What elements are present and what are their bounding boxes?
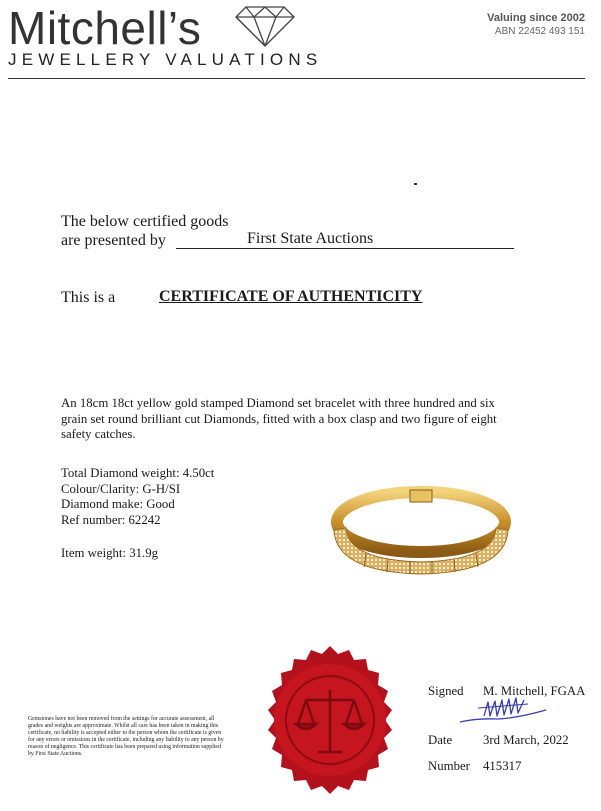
colour-clarity: Colour/Clarity: G-H/SI [61, 481, 181, 496]
brand-name: Mitchell’s [8, 2, 202, 54]
certificate-title: CERTIFICATE OF AUTHENTICITY [159, 288, 423, 305]
signed-value: M. Mitchell, FGAA [483, 684, 586, 698]
presenter-name: First State Auctions [247, 230, 374, 247]
stray-mark [414, 183, 417, 185]
brand-subtitle: JEWELLERY VALUATIONS [8, 50, 323, 69]
scales-of-justice-icon [268, 646, 392, 794]
diamond-weight: Total Diamond weight: 4.50ct [61, 466, 215, 480]
diamond-make: Diamond make: Good [61, 497, 175, 511]
ref-number: Ref number: 62242 [61, 512, 161, 527]
date-value: 3rd March, 2022 [483, 733, 569, 747]
certificate-prefix: This is a [61, 289, 116, 306]
header-divider [8, 78, 585, 79]
diamond-icon [232, 4, 298, 48]
signed-label: Signed [428, 684, 464, 698]
intro-line-2: are presented by [61, 232, 166, 249]
certificate-number: 415317 [483, 759, 522, 773]
wax-seal [250, 640, 410, 800]
handwritten-signature [458, 696, 550, 724]
abn-number: ABN 22452 493 151 [494, 26, 585, 37]
number-label: Number [428, 759, 470, 773]
intro-line-1: The below certified goods [61, 213, 229, 230]
bracelet-photo [326, 482, 516, 578]
date-label: Date [428, 733, 453, 747]
item-specs [61, 466, 214, 528]
tagline: Valuing since 2002 [487, 12, 585, 24]
presenter-field [176, 230, 514, 249]
item-weight: Item weight: 31.9g [61, 546, 159, 560]
disclaimer-text: Gemstones have not been removed from the settings for accurate assessment, all grades and weights are approximate. Whilst all care has been taken in making this certificate, no liability is accepted either to the person whom the certificate is given for any errors or omissions in the certificate, including any liability to any person by reason of negligence. This certificate has been prepared using information supplied by First State Auctions. [28, 716, 224, 757]
item-description: An 18cm 18ct yellow gold stamped Diamond set bracelet with three hundred and six grain set round brilliant cut Diamonds, fitted with a box clasp and two figure of eight safety catches. [61, 396, 497, 441]
